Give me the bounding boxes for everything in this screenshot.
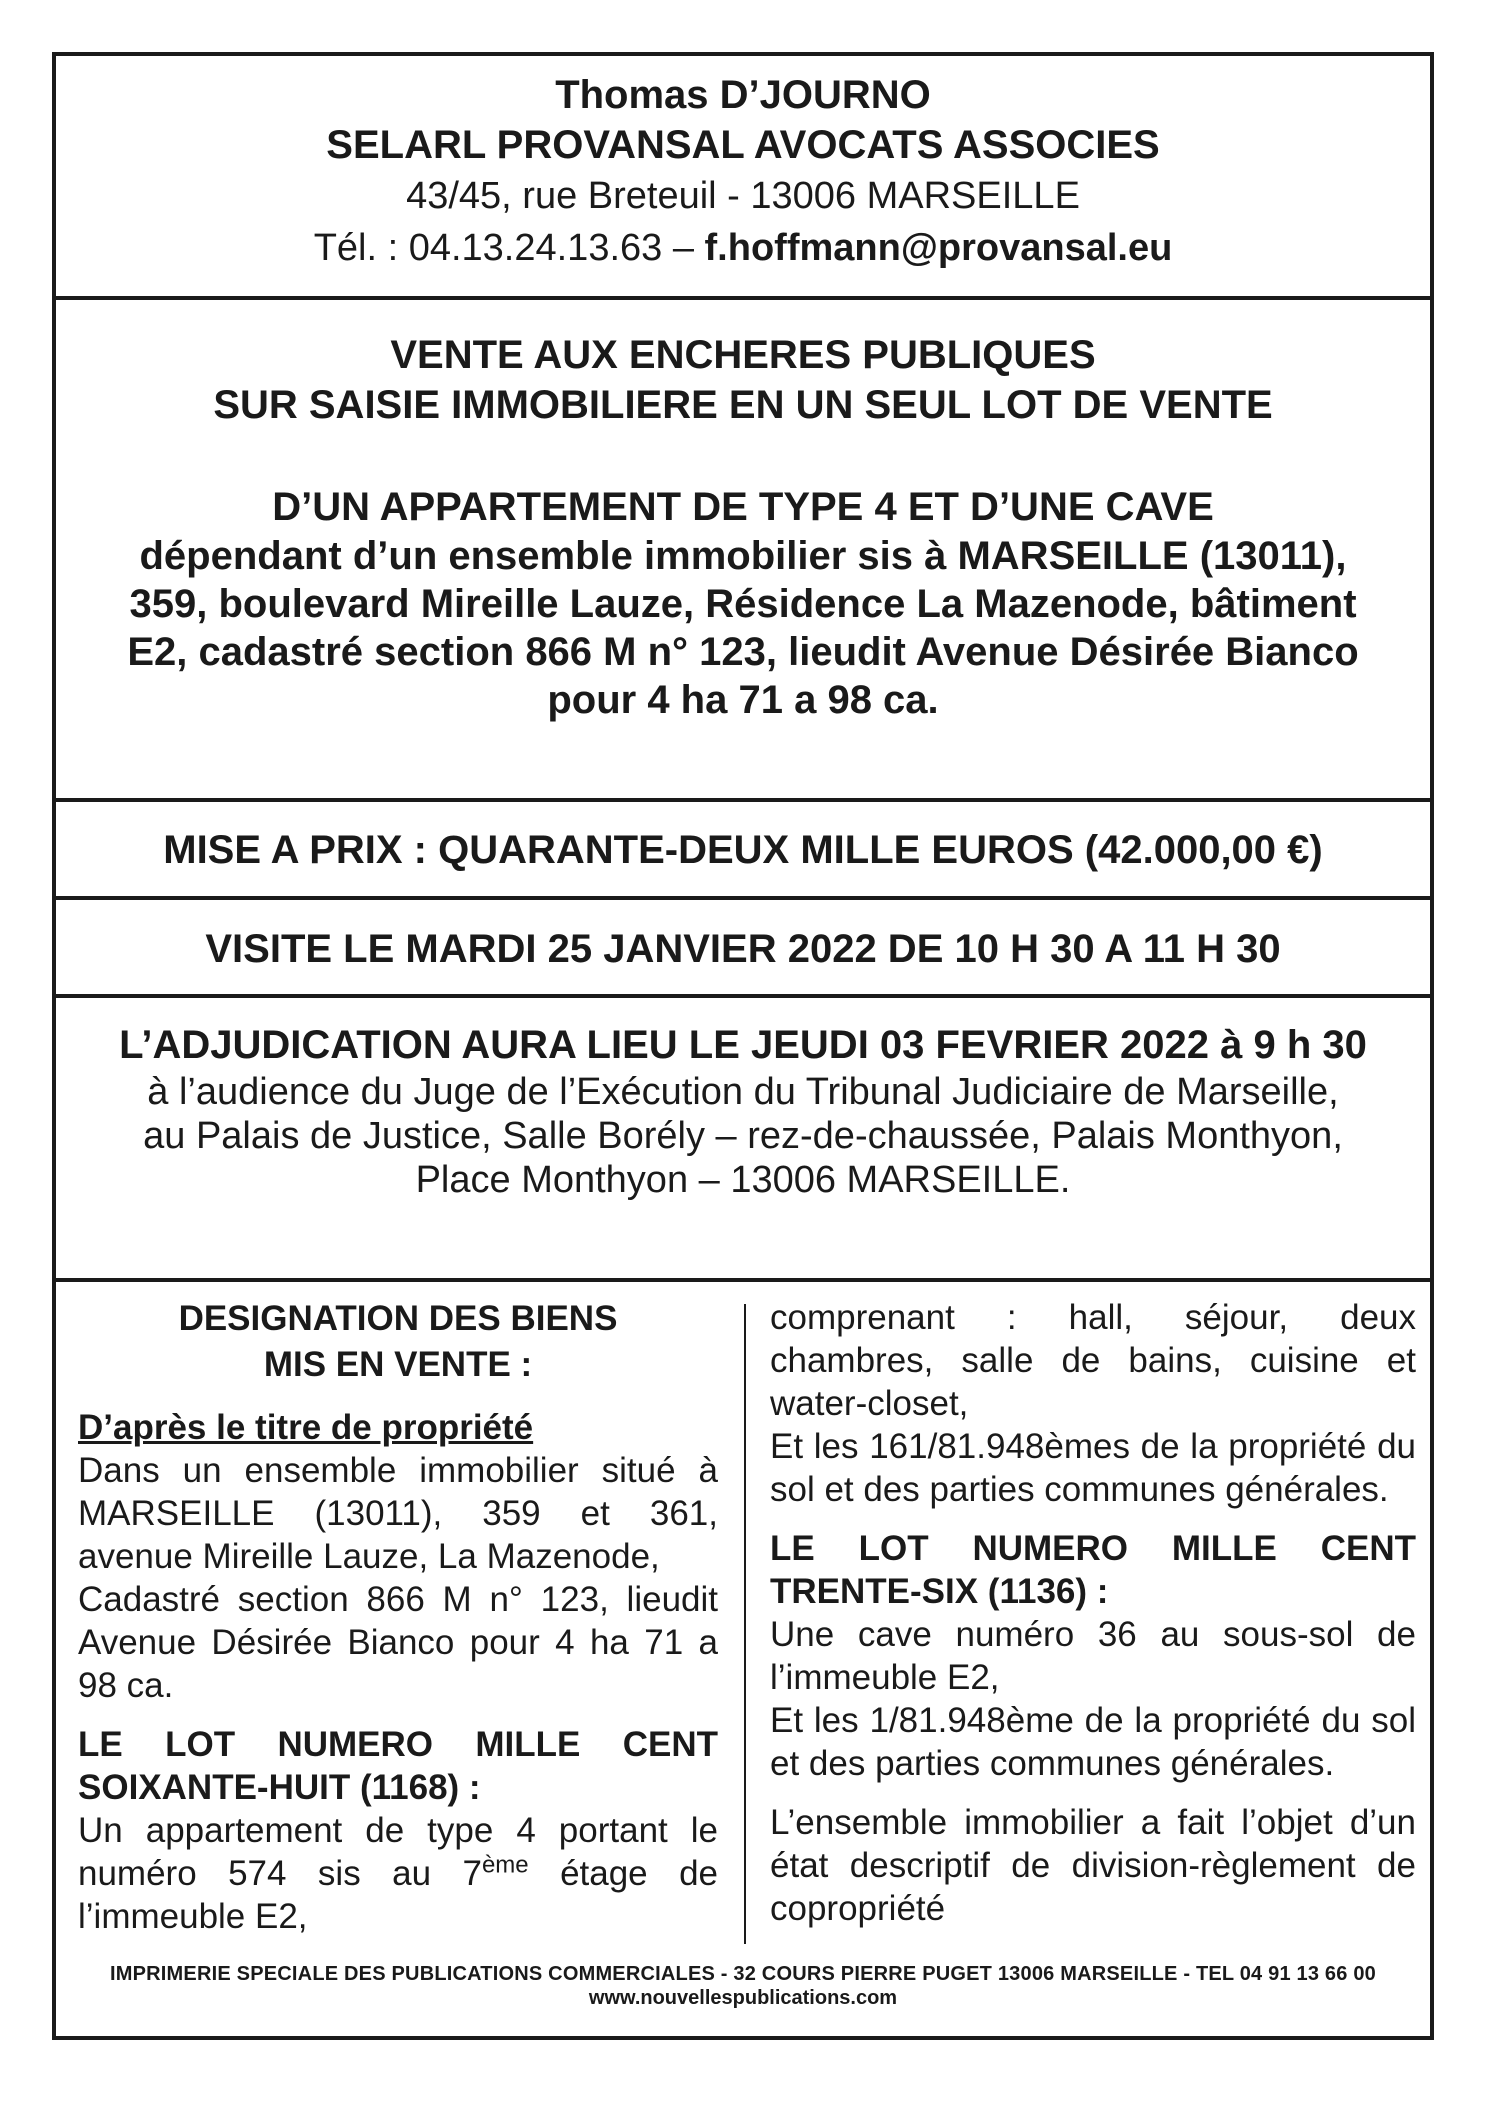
- email-address: f.hoffmann@provansal.eu: [704, 227, 1173, 269]
- visit-info: [56, 900, 1430, 998]
- reserve-price: [56, 802, 1430, 900]
- lot-1136-title: LE LOT NUMERO MILLE CENT TRENTE-SIX (1136) :: [770, 1529, 1416, 1611]
- building-location: Dans un ensemble immobilier situé à MARSEILLE (13011), 359 et 361, avenue Mireille Lauze, La Mazenode,: [78, 1451, 718, 1576]
- adjudication-heading: L’ADJUDICATION AURA LIEU LE JEUDI 03 FEVRIER 2022 à 9 h 30: [119, 1023, 1367, 1067]
- sale-detail-line: dépendant d’un ensemble immobilier sis à MARSEILLE (13011),: [139, 534, 1347, 578]
- adjudication-info: [56, 998, 1430, 1282]
- sale-detail-line: pour 4 ha 71 a 98 ca.: [547, 678, 939, 722]
- adjudication-line: au Palais de Justice, Salle Borély – rez-de-chaussée, Palais Monthyon,: [143, 1115, 1343, 1157]
- sale-description: [56, 300, 1430, 802]
- lot-1136-share: Et les 1/81.948ème de la propriété du sol et des parties communes générales.: [770, 1701, 1416, 1783]
- sale-object-title: D’UN APPARTEMENT DE TYPE 4 ET D’UNE CAVE: [272, 485, 1214, 529]
- ordinal-suffix: ème: [481, 1851, 529, 1879]
- printer-website: www.nouvellespublications.com: [588, 1987, 898, 2009]
- lot-1136-description: Une cave numéro 36 au sous-sol de l’immeuble E2,: [770, 1615, 1416, 1697]
- notice-frame: [52, 52, 1434, 2040]
- lawyer-header: [56, 56, 1430, 300]
- sale-detail-line: 359, boulevard Mireille Lauze, Résidence La Mazenode, bâtiment: [129, 582, 1357, 626]
- sale-heading-1: VENTE AUX ENCHERES PUBLIQUES: [390, 333, 1096, 377]
- condominium-note: L’ensemble immobilier a fait l’objet d’un état descriptif de division-règlement de copropriété: [770, 1803, 1416, 1928]
- printer-info: IMPRIMERIE SPECIALE DES PUBLICATIONS COMMERCIALES - 32 COURS PIERRE PUGET 13006 MARSEILLE - TEL 04 91 13 66 00: [110, 1963, 1376, 1985]
- visit-text: VISITE LE MARDI 25 JANVIER 2022 DE 10 H 30 A 11 H 30: [205, 927, 1281, 971]
- apartment-rooms: comprenant : hall, séjour, deux chambres, salle de bains, cuisine et water-closet,: [770, 1298, 1416, 1423]
- contact-line: [56, 222, 1430, 274]
- lot-1168-share: Et les 161/81.948èmes de la propriété du sol et des parties communes générales.: [770, 1427, 1416, 1509]
- reserve-price-text: MISE A PRIX : QUARANTE-DEUX MILLE EUROS (42.000,00 €): [163, 828, 1323, 872]
- adjudication-line: Place Monthyon – 13006 MARSEILLE.: [415, 1159, 1071, 1201]
- lot-1168-text-end: étage de l’immeuble E2,: [78, 1854, 719, 1936]
- sale-detail-line: E2, cadastré section 866 M n° 123, lieudit Avenue Désirée Bianco: [127, 630, 1359, 674]
- title-deed-subtitle: D’après le titre de propriété: [78, 1408, 534, 1447]
- column-divider: [744, 1304, 746, 1944]
- lawyer-name: Thomas D’JOURNO: [555, 73, 931, 117]
- phone-number: Tél. : 04.13.24.13.63 –: [313, 227, 705, 269]
- designation-title-2: MIS EN VENTE :: [263, 1345, 533, 1384]
- property-designation: [56, 1282, 1430, 1962]
- law-firm: SELARL PROVANSAL AVOCATS ASSOCIES: [326, 123, 1160, 167]
- cadastral-reference: Cadastré section 866 M n° 123, lieudit Avenue Désirée Bianco pour 4 ha 71 a 98 ca.: [78, 1580, 718, 1705]
- lot-1168-description: [78, 1809, 718, 1938]
- left-column: [78, 1296, 718, 1938]
- lot-1168-title: LE LOT NUMERO MILLE CENT SOIXANTE-HUIT (1168) :: [78, 1725, 718, 1807]
- firm-address: 43/45, rue Breteuil - 13006 MARSEILLE: [406, 175, 1080, 217]
- sale-heading-2: SUR SAISIE IMMOBILIERE EN UN SEUL LOT DE VENTE: [213, 383, 1273, 427]
- right-column: [770, 1296, 1416, 1930]
- adjudication-line: à l’audience du Juge de l’Exécution du Tribunal Judiciaire de Marseille,: [147, 1071, 1339, 1113]
- printer-footer: [56, 1962, 1430, 2010]
- designation-title-1: DESIGNATION DES BIENS: [178, 1299, 618, 1338]
- lot-1168-text: Un appartement de type 4 portant le numéro 574 sis au 7: [78, 1811, 718, 1893]
